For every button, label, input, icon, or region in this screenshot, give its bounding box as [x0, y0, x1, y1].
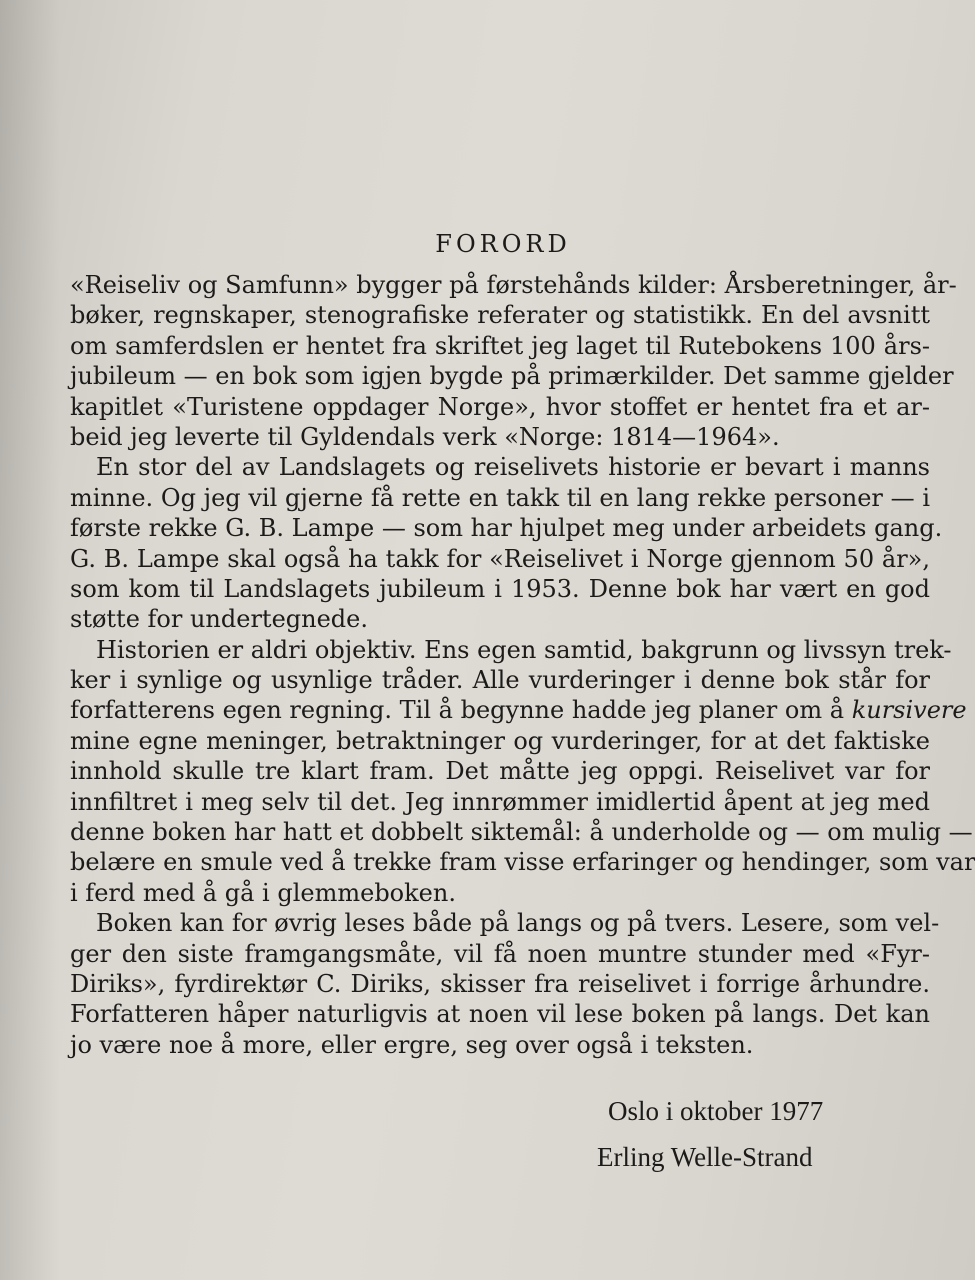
page-edge-shadow [0, 0, 60, 1280]
paragraph-3 [70, 635, 975, 909]
italic-word: kursivere [851, 696, 967, 725]
text-line: mine egne meninger, betraktninger og vurderinger, for at det faktiske [70, 726, 930, 755]
text-line: innhold skulle tre klart fram. Det måtte jeg oppgi. Reiselivet var for [70, 757, 930, 786]
text-line: beid jeg leverte til Gyldendals verk «Norge: 1814—1964». [70, 422, 780, 451]
text-line: innfiltret i meg selv til det. Jeg innrømmer imidlertid åpent at jeg med [70, 787, 930, 816]
paragraph-1 [70, 270, 957, 452]
text-line: Historien er aldri objektiv. Ens egen samtid, bakgrunn og livssyn trek- [96, 635, 952, 664]
book-page [70, 222, 975, 1060]
text-line: i ferd med å gå i glemmeboken. [70, 878, 456, 907]
paragraph-4 [70, 908, 940, 1060]
place-date: Oslo i oktober 1977 [608, 1096, 824, 1126]
text-line: denne boken har hatt et dobbelt siktemål: å underholde og — om mulig — [70, 818, 973, 847]
text-line: ger den siste framgangsmåte, vil få noen muntre stunder med «Fyr- [70, 939, 930, 968]
text-line: første rekke G. B. Lampe — som har hjulpet meg under arbeidets gang. [70, 514, 943, 543]
page-title: FORORD [435, 230, 571, 258]
text-line: Forfatteren håper naturligvis at noen vil lese boken på langs. Det kan [70, 1000, 930, 1029]
text-line: Diriks», fyrdirektør C. Diriks, skisser fra reiselivet i forrige århundre. [70, 969, 930, 998]
text-line: kapitlet «Turistene oppdager Norge», hvor stoffet er hentet fra et ar- [70, 392, 930, 421]
text-line: ker i synlige og usynlige tråder. Alle vurderinger i denne bok står for [70, 666, 930, 695]
text-line: støtte for undertegnede. [70, 605, 368, 634]
text-line-with-italic [70, 695, 967, 725]
text-line: «Reiseliv og Samfunn» bygger på førstehånds kilder: Årsberetninger, år- [70, 271, 957, 299]
text-line: En stor del av Landslagets og reiselivets historie er bevart i manns [96, 453, 930, 482]
text-line: minne. Og jeg vil gjerne få rette en takk til en lang rekke personer — i [70, 483, 930, 512]
paragraph-2 [70, 452, 943, 634]
signature-block [528, 1088, 858, 1180]
text-line: om samferdslen er hentet fra skriftet jeg laget til Rutebokens 100 års- [70, 331, 930, 360]
text-line: forfatterens egen regning. Til å begynne hadde jeg planer om å [70, 696, 845, 725]
text-line: som kom til Landslagets jubileum i 1953. Denne bok har vært en god [70, 574, 930, 603]
author-name: Erling Welle-Strand [597, 1142, 813, 1172]
text-line: belære en smule ved å trekke fram visse erfaringer og hendinger, som var [70, 848, 975, 877]
text-line: jubileum — en bok som igjen bygde på primærkilder. Det samme gjelder [70, 362, 954, 391]
text-line: bøker, regnskaper, stenografiske referater og statistikk. En del avsnitt [70, 301, 930, 330]
text-line: G. B. Lampe skal også ha takk for «Reiselivet i Norge gjennom 50 år», [70, 544, 930, 573]
text-line: Boken kan for øvrig leses både på langs og på tvers. Lesere, som vel- [96, 909, 940, 938]
text-line: jo være noe å more, eller ergre, seg over også i teksten. [70, 1030, 754, 1059]
